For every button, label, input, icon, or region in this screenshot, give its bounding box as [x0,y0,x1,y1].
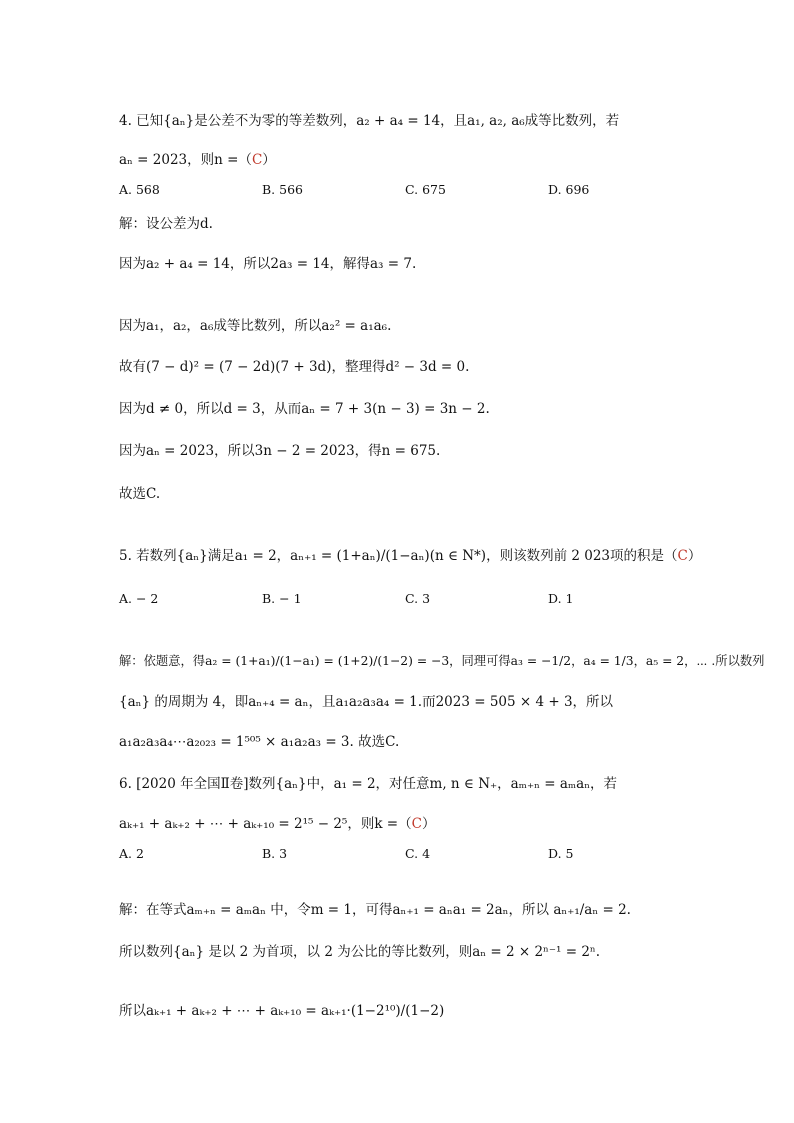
q4-option-b: B. 566 [262,182,303,197]
q4-solution-line2: 因为a₂ + a₄ = 14，所以2a₃ = 14，解得a₃ = 7. [119,256,417,272]
q5-answer: C [677,548,688,564]
q4-answer: C [251,152,263,168]
q5-solution-line2: {aₙ} 的周期为 4，即aₙ₊₄ = aₙ，且a₁a₂a₃a₄ = 1.而2023 = 505 × 4 + 3，所以 [119,694,614,710]
q4-solution-line7: 故选C. [119,486,161,502]
q4-stem-close: ） [262,152,276,168]
q4-option-d: D. 696 [548,182,590,197]
q6-stem-line1: 6. [2020 年全国Ⅱ卷]数列{aₙ}中，a₁ = 2，对任意m, n ∈ N₊，aₘ₊ₙ = aₘaₙ，若 [119,776,618,792]
q6-option-c: C. 4 [405,846,431,861]
q5-stem-line1 [119,546,702,566]
q6-stem-line2 [119,814,674,834]
q6-solution-line1: 解：在等式aₘ₊ₙ = aₘaₙ 中，令m = 1，可得aₙ₊₁ = aₙa₁ = 2aₙ，所以 aₙ₊₁/aₙ = 2. [119,902,631,918]
q4-option-c: C. 675 [405,182,446,197]
q6-stem-close: ） [421,816,436,832]
q6-option-b: B. 3 [262,846,288,861]
q4-stem-text: aₙ = 2023，则n =（ [119,152,252,168]
q4-solution-line6: 因为aₙ = 2023，所以3n − 2 = 2023，得n = 675. [119,443,441,459]
q4-solution-line5: 因为d ≠ 0，所以d = 3，从而aₙ = 7 + 3(n − 3) = 3n − 2. [119,401,490,417]
q4-option-a: A. 568 [119,182,160,197]
q6-options [119,846,679,866]
q4-solution-line3: 因为a₁，a₂，a₆成等比数列，所以a₂² = a₁a₆. [119,318,392,334]
q5-options [119,591,679,611]
q6-solution-line2: 所以数列{aₙ} 是以 2 为首项，以 2 为公比的等比数列，则aₙ = 2 × 2ⁿ⁻¹ = 2ⁿ. [119,944,601,960]
q5-option-b: B. − 1 [262,591,302,606]
q4-stem-line1: 4. 已知{aₙ}是公差不为零的等差数列，a₂ + a₄ = 14，且a₁, a₂, a₆成等比数列，若 [119,113,620,129]
q6-stem-text: aₖ₊₁ + aₖ₊₂ + ⋯ + aₖ₊₁₀ = 2¹⁵ − 2⁵，则k =（ [119,816,412,832]
q5-option-d: D. 1 [548,591,574,606]
q6-option-d: D. 5 [548,846,574,861]
q6-answer: C [411,816,422,832]
q4-options [119,182,679,202]
q4-stem-line2 [119,150,674,170]
q6-solution-line3: 所以aₖ₊₁ + aₖ₊₂ + ⋯ + aₖ₊₁₀ = aₖ₊₁·(1−2¹⁰)/(1−2) [119,1003,445,1019]
q5-option-c: C. 3 [405,591,431,606]
q5-stem-text: 5. 若数列{aₙ}满足a₁ = 2，aₙ₊₁ = (1+aₙ)/(1−aₙ)(n ∈ N*)，则该数列前 2 023项的积是（ [119,548,678,564]
q5-solution-line3: a₁a₂a₃a₄⋯a₂₀₂₃ = 1⁵⁰⁵ × a₁a₂a₃ = 3. 故选C. [119,734,400,750]
q4-solution-line4: 故有(7 − d)² = (7 − 2d)(7 + 3d)，整理得d² − 3d = 0. [119,359,470,375]
q5-option-a: A. − 2 [119,591,159,606]
q4-solution-line1: 解：设公差为d. [119,216,213,232]
q6-option-a: A. 2 [119,846,144,861]
q5-stem-close: ） [687,548,702,564]
q5-solution-line1: 解：依题意，得a₂ = (1+a₁)/(1−a₁) = (1+2)/(1−2) = −3，同理可得a₃ = −1/2，a₄ = 1/3，a₅ = 2，⋯ .所以数列 [119,654,765,668]
